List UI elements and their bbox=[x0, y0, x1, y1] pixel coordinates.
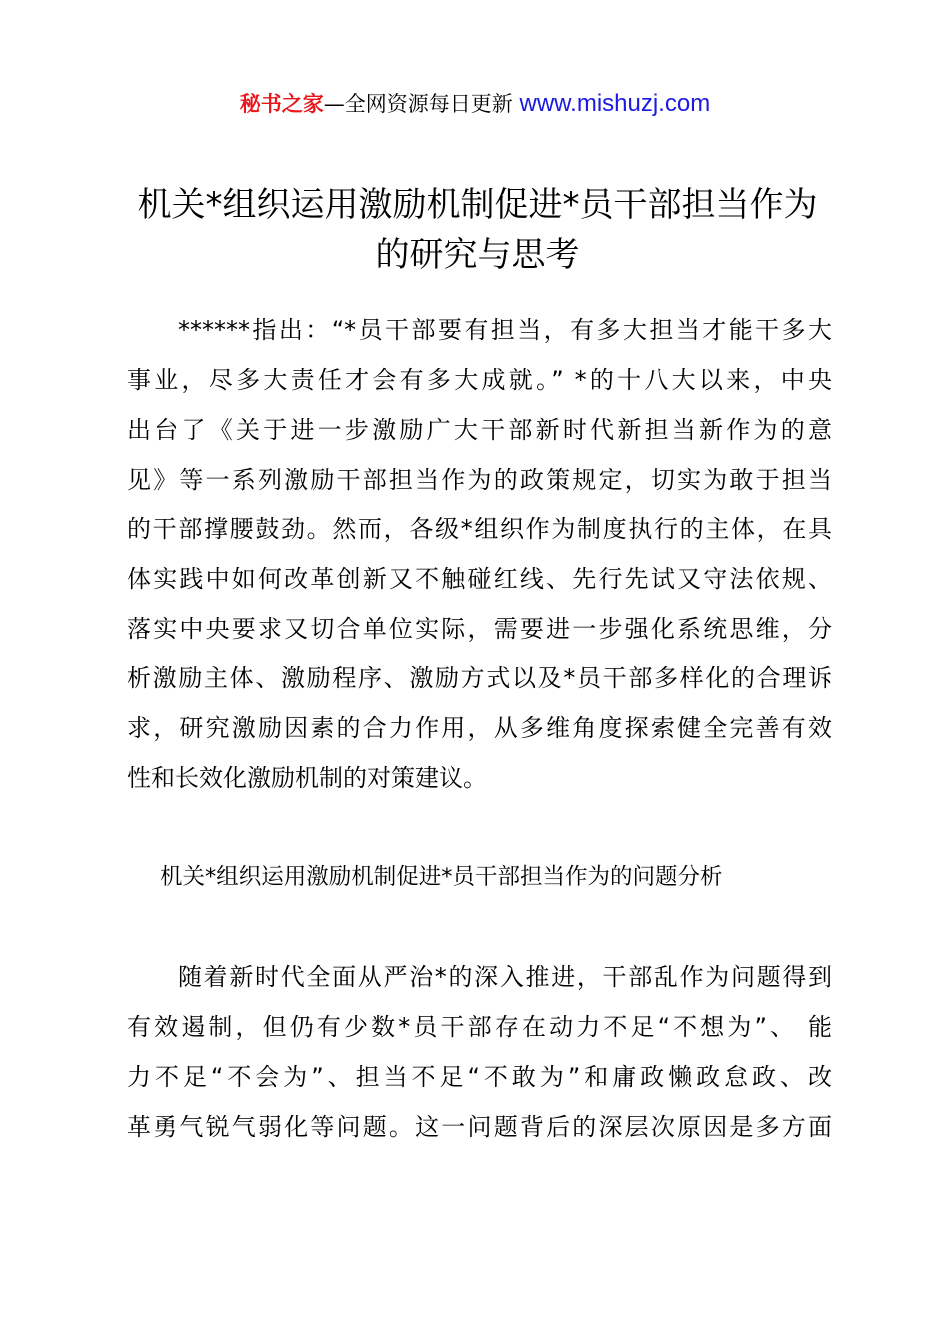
paragraph-line: 性和长效化激励机制的对策建议。 bbox=[127, 764, 487, 792]
tagline: —全网资源每日更新 bbox=[323, 92, 513, 116]
brand-name: 秘书之家 bbox=[239, 92, 324, 116]
paragraph-line: 求，研究激励因素的合力作用，从多维角度探索健全完善有效 bbox=[127, 714, 832, 742]
paragraph-line: 革勇气锐气弱化等问题。这一问题背后的深层次原因是多方面 bbox=[127, 1113, 832, 1141]
paragraph-line: 落实中央要求又切合单位实际，需要进一步强化系统思维，分 bbox=[127, 615, 832, 643]
paragraph-line: 有效遏制，但仍有少数*员干部存在动力不足“不想为”、 能 bbox=[127, 1013, 832, 1041]
document-title-line-1: 机关*组织运用激励机制促进*员干部担当作为 bbox=[137, 185, 818, 225]
site-header bbox=[0, 88, 950, 120]
site-url-link[interactable]: www.mishuzj.com bbox=[519, 90, 711, 117]
section-heading: 机关*组织运用激励机制促进*员干部担当作为的问题分析 bbox=[160, 864, 723, 890]
paragraph-line: 体实践中如何改革创新又不触碰红线、先行先试又守法依规、 bbox=[127, 565, 832, 593]
paragraph-line: ******指出：“*员干部要有担当，有多大担当才能干多大 bbox=[178, 316, 832, 344]
paragraph-line: 事业，尽多大责任才会有多大成就。” *的十八大以来，中央 bbox=[127, 366, 832, 394]
paragraph-line: 力不足“不会为”、担当不足“不敢为”和庸政懒政怠政、改 bbox=[127, 1063, 832, 1091]
paragraph-line: 随着新时代全面从严治*的深入推进，干部乱作为问题得到 bbox=[178, 963, 832, 991]
paragraph-line: 出台了《关于进一步激励广大干部新时代新担当新作为的意 bbox=[127, 416, 832, 444]
paragraph-line: 见》等一系列激励干部担当作为的政策规定，切实为敢于担当 bbox=[127, 466, 832, 494]
document-title-line-2: 的研究与思考 bbox=[375, 235, 580, 275]
paragraph-line: 的干部撑腰鼓劲。然而，各级*组织作为制度执行的主体，在具 bbox=[127, 515, 832, 543]
paragraph-line: 析激励主体、激励程序、激励方式以及*员干部多样化的合理诉 bbox=[127, 664, 832, 692]
